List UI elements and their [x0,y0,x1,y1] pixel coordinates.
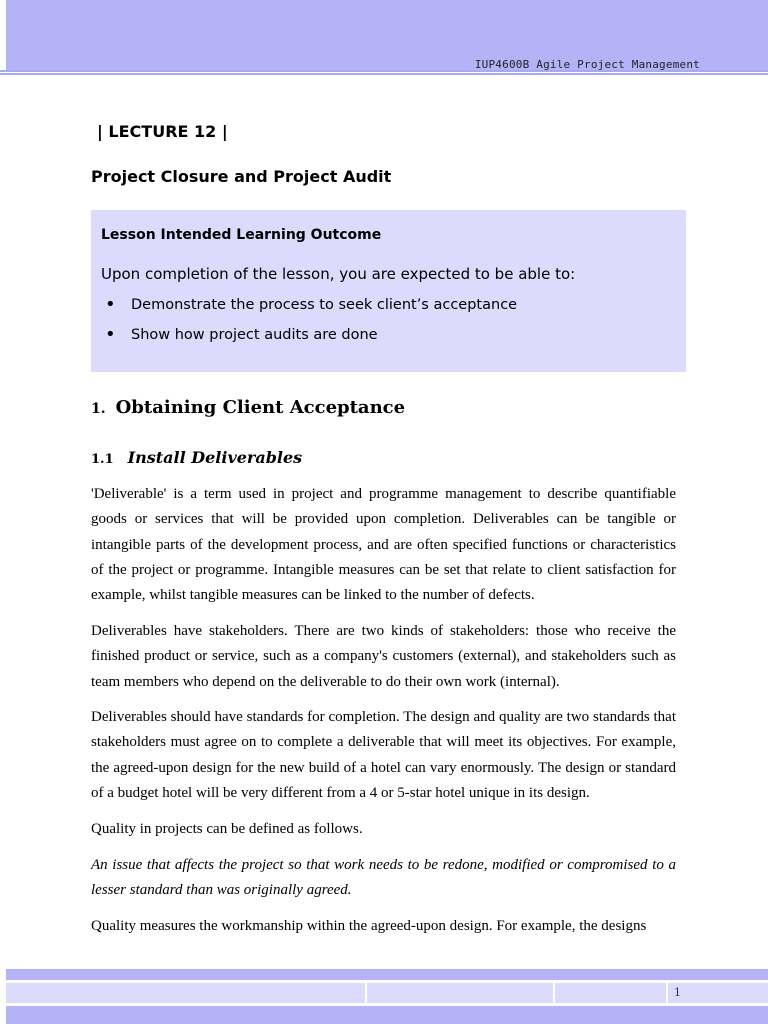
course-code: IUP4600B Agile Project Management [474,58,700,71]
subsection-number: 1.1 [91,452,114,467]
learning-outcome-box [91,210,686,372]
footer-band [6,983,768,1003]
outcome-heading: Lesson Intended Learning Outcome [101,227,382,243]
page-title: Project Closure and Project Audit [91,167,392,186]
outcome-intro: Upon completion of the lesson, you are expected to be able to: [101,265,576,283]
footer-divider [666,983,668,1003]
bullet-icon: • [105,324,116,345]
footer-band [6,969,768,980]
outcome-bullet-text: Demonstrate the process to seek client’s acceptance [131,297,518,313]
body-paragraph: Deliverables should have standards for completion. The design and quality are two standards that stakeholders must agree on to complete a deliverable that will meet its objectives. For example, the agreed-upon design for the new build of a hotel can vary enormously. The design or standard of a budget hotel will be very different from a 4 or 5-star hotel unique in its design. [91,709,676,801]
quote-paragraph: An issue that affects the project so that work needs to be redone, modified or compromised to a lesser standard than was originally agreed. [91,857,676,899]
section-heading [91,397,405,418]
footer-divider [553,983,555,1003]
bullet-icon: • [105,294,116,315]
subsection-heading [91,448,302,467]
lecture-label: | LECTURE 12 | [97,122,228,141]
body-paragraph: Deliverables have stakeholders. There are two kinds of stakeholders: those who receive the finished product or service, such as a company's customers (external), and stakeholders such as team members who depend on the deliverable to do their own work (internal). [91,623,676,690]
body-paragraph: Quality measures the workmanship within the agreed-upon design. For example, the designs [91,918,647,934]
body-paragraph: 'Deliverable' is a term used in project and programme management to describe quantifiable goods or services that will be provided upon completion. Deliverables can be tangible or intangible parts of the development process, and are often specified functions or characteristics of the project or programme. Intangible measures can be set that relate to client satisfaction for example, whilst tangible measures can be linked to the number of defects. [91,486,676,604]
section-number: 1. [91,401,106,417]
header-rule [0,73,768,75]
footer-band [6,1006,768,1024]
subsection-title: Install Deliverables [127,448,303,467]
body-paragraph: Quality in projects can be defined as follows. [91,821,363,837]
section-title: Obtaining Client Acceptance [115,397,406,418]
page-number: 1 [674,986,681,999]
footer-divider [365,983,367,1003]
outcome-bullet-text: Show how project audits are done [131,327,378,343]
